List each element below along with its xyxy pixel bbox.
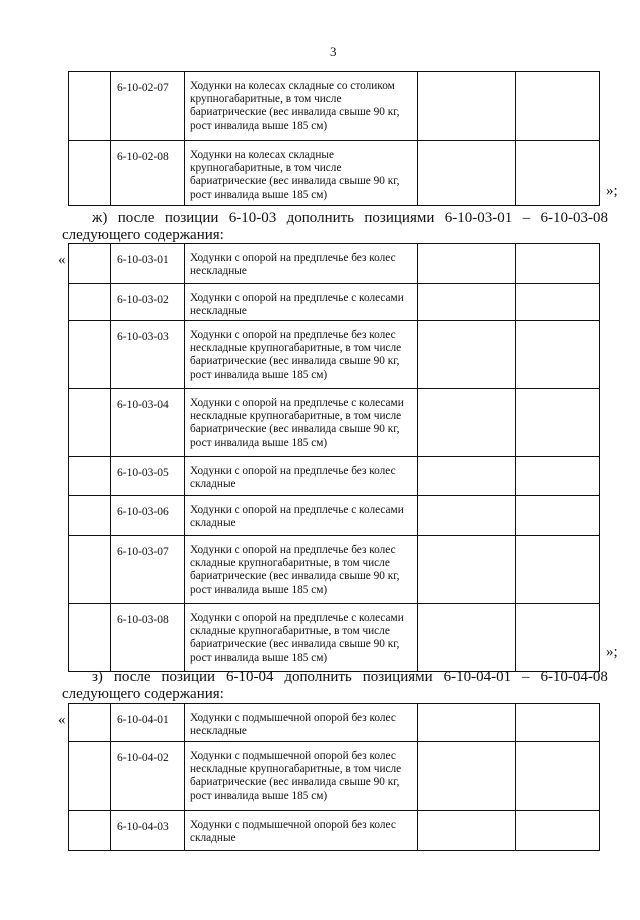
empty-cell [69,72,111,141]
empty-cell [516,244,600,284]
paragraph-word: 6-10-03 [228,210,277,226]
opening-quote-mark: « [58,252,66,268]
table-positions-6-10-04 [68,703,600,851]
empty-cell [418,457,516,496]
table-row [69,389,600,457]
empty-cell [418,321,516,389]
empty-cell [418,496,516,536]
position-code: 6-10-02-08 [111,141,185,206]
empty-cell [69,321,111,389]
table-row [69,284,600,321]
paragraph-word: 6-10-04-01 [443,669,512,685]
paragraph-word: – [522,210,531,226]
paragraph-word: позиции [161,669,216,685]
empty-cell [418,284,516,321]
empty-cell [418,72,516,141]
empty-cell [516,604,600,672]
empty-cell [69,284,111,321]
empty-cell [516,496,600,536]
paragraph-word: – [522,669,530,685]
paragraph-word: з) [92,669,103,685]
paragraph-word: позиции [164,210,219,226]
paragraph-word: после [117,210,155,226]
position-code: 6-10-03-02 [111,284,185,321]
empty-cell [516,284,600,321]
empty-cell [69,742,111,811]
position-code: 6-10-03-01 [111,244,185,284]
paragraph-zh-line2: следующего содержания: [62,227,224,243]
position-code: 6-10-03-04 [111,389,185,457]
position-description: Ходунки с подмышечной опорой без колес нескладные [185,704,418,742]
table-row [69,811,600,851]
empty-cell [418,389,516,457]
position-description: Ходунки на колесах складные крупногабаритные, в том числе бариатрические (вес инвалида свыше 90 кг, рост инвалида выше 185 см) [185,141,418,206]
position-description: Ходунки с подмышечной опорой без колес складные [185,811,418,851]
table-row [69,604,600,672]
paragraph-word: дополнить [286,210,355,226]
closing-quote-mark: »; [606,644,618,660]
paragraph-z-line1 [92,669,608,686]
position-code: 6-10-02-07 [111,72,185,141]
table-row [69,244,600,284]
paragraph-word: 6-10-03-08 [540,210,608,226]
empty-cell [516,742,600,811]
empty-cell [69,141,111,206]
paragraph-word: 6-10-04-08 [540,669,608,685]
paragraph-word: после [113,669,151,685]
empty-cell [418,704,516,742]
position-code: 6-10-03-07 [111,536,185,604]
empty-cell [69,704,111,742]
table-positions-6-10-02 [68,71,600,206]
empty-cell [69,536,111,604]
paragraph-z-line2: следующего содержания: [62,686,224,702]
position-code: 6-10-03-05 [111,457,185,496]
table-row [69,72,600,141]
position-description: Ходунки с опорой на предплечье с колесами нескладные [185,284,418,321]
empty-cell [516,704,600,742]
table-row [69,321,600,389]
empty-cell [69,457,111,496]
empty-cell [516,536,600,604]
position-code: 6-10-03-03 [111,321,185,389]
paragraph-word: 6-10-03-01 [444,210,513,226]
empty-cell [516,72,600,141]
paragraph-word: позициями [364,210,435,226]
empty-cell [69,389,111,457]
empty-cell [418,604,516,672]
paragraph-word: дополнить [284,669,352,685]
paragraph-word: 6-10-04 [225,669,274,685]
paragraph-zh-line1 [92,210,608,227]
position-description: Ходунки с опорой на предплечье без колес нескладные [185,244,418,284]
empty-cell [69,604,111,672]
empty-cell [418,742,516,811]
position-description: Ходунки на колесах складные со столиком крупногабаритные, в том числе бариатрические (вес инвалида свыше 90 кг, рост инвалида выше 185 см) [185,72,418,141]
table-row [69,704,600,742]
table-row [69,496,600,536]
empty-cell [69,496,111,536]
empty-cell [516,389,600,457]
page-number: 3 [330,44,337,59]
empty-cell [516,457,600,496]
position-code: 6-10-04-02 [111,742,185,811]
paragraph-word: позициями [362,669,433,685]
position-code: 6-10-04-03 [111,811,185,851]
position-description: Ходунки с опорой на предплечье с колесами складные [185,496,418,536]
empty-cell [516,141,600,206]
empty-cell [516,321,600,389]
empty-cell [418,811,516,851]
position-description: Ходунки с опорой на предплечье с колесами складные крупногабаритные, в том числе бариатрические (вес инвалида свыше 90 кг, рост инвалида выше 185 см) [185,604,418,672]
empty-cell [418,536,516,604]
table-row [69,457,600,496]
closing-quote-mark: »; [606,183,618,199]
paragraph-word: ж) [92,210,108,226]
position-description: Ходунки с опорой на предплечье с колесами нескладные крупногабаритные, в том числе бариатрические (вес инвалида свыше 90 кг, рост инвалида выше 185 см) [185,389,418,457]
empty-cell [69,811,111,851]
position-description: Ходунки с опорой на предплечье без колес складные крупногабаритные, в том числе бариатрические (вес инвалида свыше 90 кг, рост инвалида выше 185 см) [185,536,418,604]
table-row [69,141,600,206]
position-description: Ходунки с опорой на предплечье без колес складные [185,457,418,496]
position-code: 6-10-03-06 [111,496,185,536]
position-description: Ходунки с подмышечной опорой без колес нескладные крупногабаритные, в том числе бариатрические (вес инвалида свыше 90 кг, рост инвалида выше 185 см) [185,742,418,811]
table-positions-6-10-03 [68,243,600,672]
empty-cell [516,811,600,851]
empty-cell [418,244,516,284]
position-code: 6-10-04-01 [111,704,185,742]
table-row [69,742,600,811]
empty-cell [69,244,111,284]
empty-cell [418,141,516,206]
table-row [69,536,600,604]
opening-quote-mark: « [58,712,66,728]
position-description: Ходунки с опорой на предплечье без колес нескладные крупногабаритные, в том числе бариатрические (вес инвалида свыше 90 кг, рост инвалида выше 185 см) [185,321,418,389]
position-code: 6-10-03-08 [111,604,185,672]
